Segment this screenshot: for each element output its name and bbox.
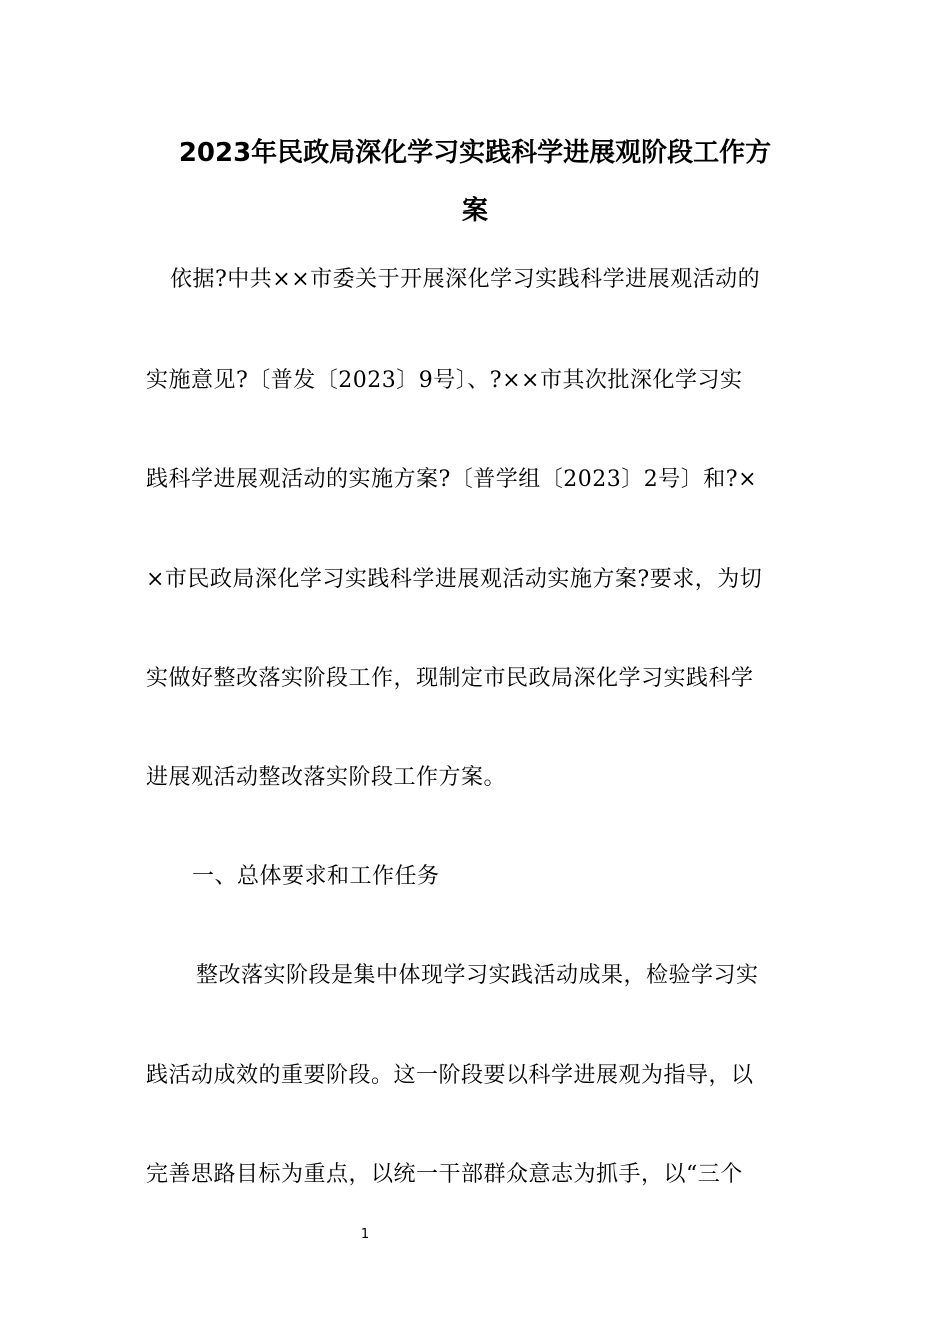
section-1-heading: 一、总体要求和工作任务 <box>192 864 440 889</box>
paragraph-1-line-5: 实做好整改落实阶段工作，现制定市民政局深化学习实践科学 <box>146 666 754 691</box>
paragraph-2-line-3: 完善思路目标为重点，以统一干部群众意志为抓手，以“三个 <box>146 1162 743 1187</box>
paragraph-1-line-3: 践科学进展观活动的实施方案?〔普学组〔2023〕2号〕和?× <box>146 467 758 492</box>
paragraph-1-line-2: 实施意见?〔普发〔2023〕9号〕、?××市其次批深化学习实 <box>146 368 743 393</box>
document-title-line-2: 案 <box>461 196 488 226</box>
paragraph-2-line-1: 整改落实阶段是集中体现学习实践活动成果，检验学习实 <box>196 963 759 988</box>
paragraph-1-line-6: 进展观活动整改落实阶段工作方案。 <box>146 765 507 790</box>
paragraph-1-line-1: 依据?中共××市委关于开展深化学习实践科学进展观活动的 <box>170 267 761 292</box>
document-title-line-1: 2023年民政局深化学习实践科学进展观阶段工作方 <box>178 138 772 168</box>
paragraph-2-line-2: 践活动成效的重要阶段。这一阶段要以科学进展观为指导，以 <box>146 1063 754 1088</box>
paragraph-1-line-4: ×市民政局深化学习实践科学进展观活动实施方案?要求，为切 <box>146 567 763 592</box>
page-number: 1 <box>360 1227 370 1242</box>
